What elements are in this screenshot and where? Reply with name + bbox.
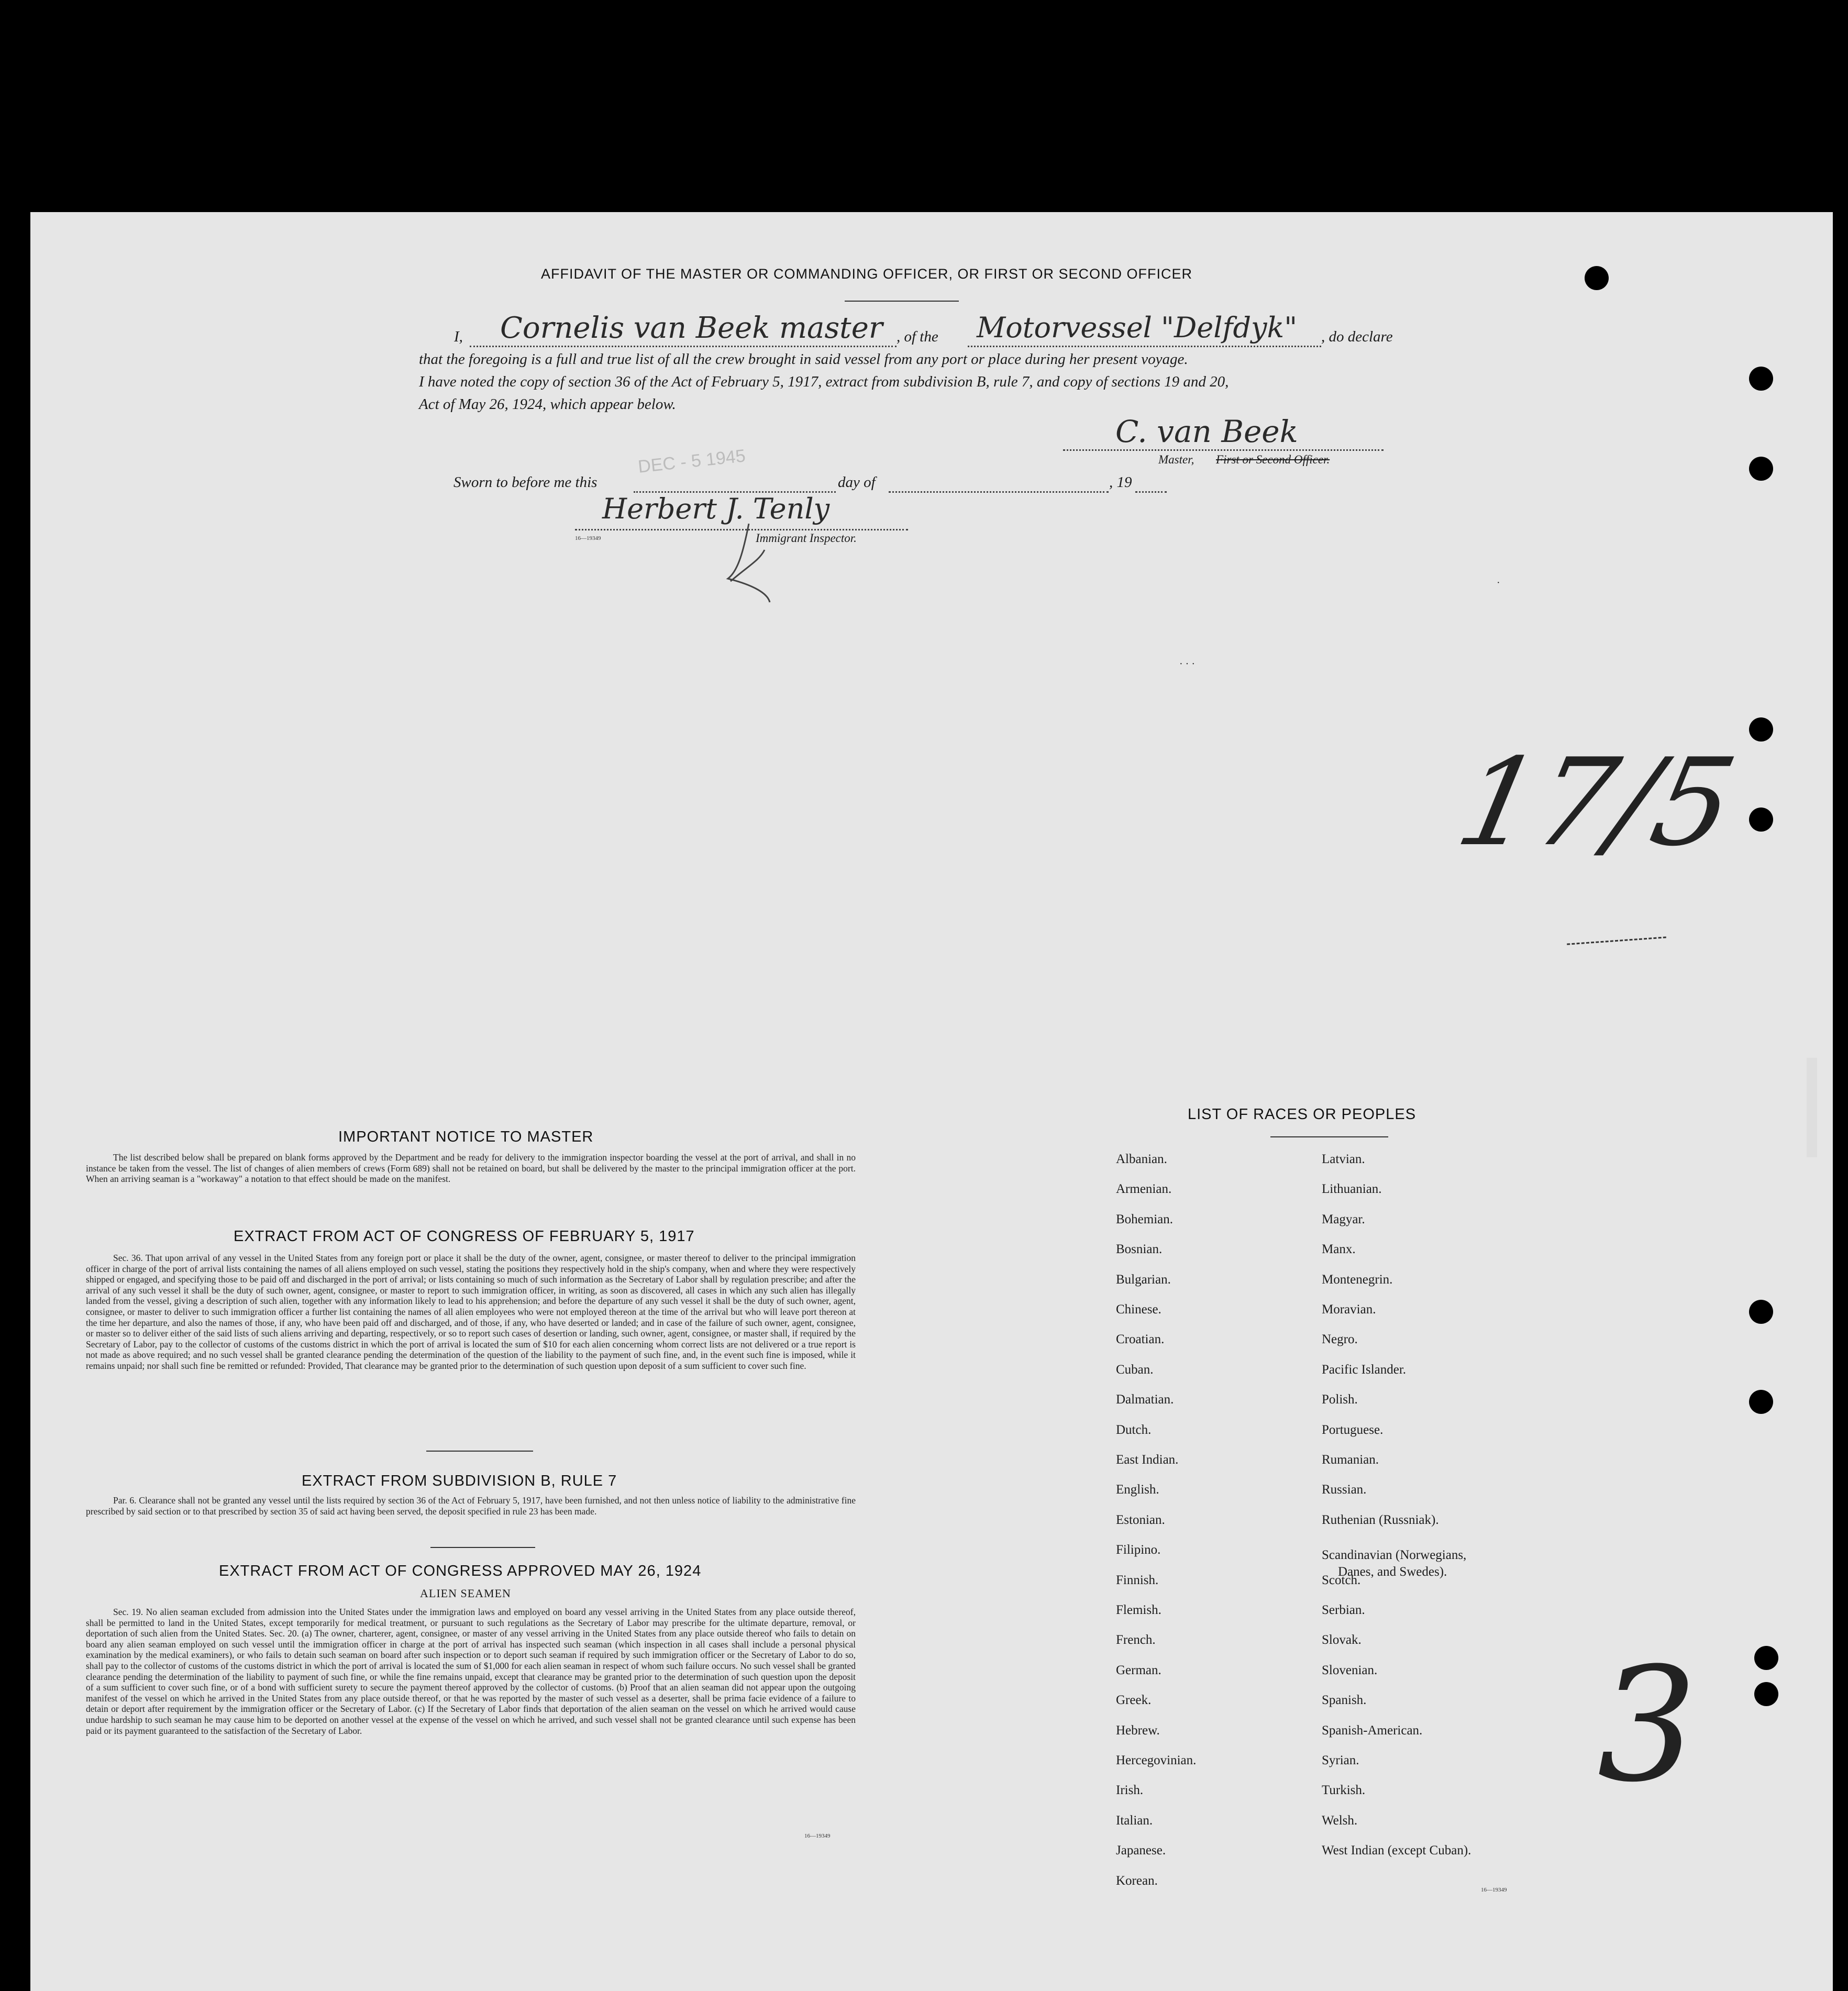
race-item: German. <box>1116 1663 1161 1677</box>
punch-hole <box>1754 1682 1778 1706</box>
race-item: Welsh. <box>1322 1813 1358 1828</box>
punch-hole <box>1749 717 1773 742</box>
race-item: Slovenian. <box>1322 1663 1378 1677</box>
divider <box>1270 1136 1388 1137</box>
punch-hole <box>1749 367 1773 391</box>
divider <box>426 1451 533 1452</box>
subdivision-body <box>86 1495 856 1517</box>
form-number: 16—19349 <box>804 1833 831 1839</box>
punch-hole <box>1585 266 1609 290</box>
race-item: Serbian. <box>1322 1603 1365 1617</box>
race-item: Lithuanian. <box>1322 1182 1382 1197</box>
faint-edge-mark <box>1807 1058 1817 1157</box>
race-item: Rumanian. <box>1322 1453 1379 1467</box>
race-item: Montenegrin. <box>1322 1272 1393 1287</box>
master-name-line <box>470 346 897 347</box>
race-item: Chinese. <box>1116 1302 1161 1317</box>
race-item: Latvian. <box>1322 1152 1365 1166</box>
race-item: Bulgarian. <box>1116 1272 1171 1287</box>
race-item: East Indian. <box>1116 1453 1179 1467</box>
race-item: Negro. <box>1322 1332 1358 1347</box>
month-line <box>889 491 1109 493</box>
race-item: Syrian. <box>1322 1753 1359 1767</box>
race-item: Hercegovinian. <box>1116 1753 1197 1767</box>
inspector-label: Immigrant Inspector. <box>756 532 857 545</box>
alien-seamen-subtitle: ALIEN SEAMEN <box>420 1587 511 1600</box>
affidavit-line-3: I have noted the copy of section 36 of the Act of February 5, 1917, extract from subdivision B, rule 7, and copy of sections 19 and 20, <box>419 373 1229 390</box>
race-item: West Indian (except Cuban). <box>1322 1843 1471 1858</box>
affidavit-line-4: Act of May 26, 1924, which appear below. <box>419 396 676 413</box>
subdivision-text: Par. 6. Clearance shall not be granted any vessel until the lists required by section 36 of the Act of February 5, 1917, have been furnished, and not then unless notice of liability to the administrative fine prescribed by said section or to that prescribed by section 35 of said act having been served, the deposit specified in rule 23 has been made. <box>86 1495 856 1517</box>
affidavit-i-label: I, <box>454 328 463 345</box>
do-declare-label: , do declare <box>1321 328 1393 345</box>
day-of-label: day of <box>838 474 876 491</box>
form-number: 16—19349 <box>1481 1887 1507 1893</box>
inspector-line <box>575 529 908 530</box>
vessel-line <box>968 346 1321 347</box>
race-item: Greek. <box>1116 1693 1152 1708</box>
race-item: Japanese. <box>1116 1843 1166 1858</box>
race-item: Irish. <box>1116 1783 1144 1798</box>
race-item: Magyar. <box>1322 1212 1365 1226</box>
first-second-officer-struck: First or Second Officer. <box>1216 453 1330 466</box>
divider <box>430 1547 535 1548</box>
inspector-signature: Herbert J. Tenly <box>602 492 830 525</box>
divider <box>845 301 959 302</box>
notice-title: IMPORTANT NOTICE TO MASTER <box>338 1129 594 1145</box>
race-item: Slovak. <box>1322 1633 1362 1647</box>
form-number: 16—19349 <box>575 535 601 541</box>
race-item: Hebrew. <box>1116 1723 1160 1738</box>
received-date-stamp: DEC - 5 1945 <box>637 446 747 477</box>
signature-line <box>1063 449 1384 451</box>
race-item: Ruthenian (Russniak). <box>1322 1512 1439 1527</box>
race-item: Finnish. <box>1116 1573 1159 1587</box>
race-item: Filipino. <box>1116 1543 1161 1557</box>
race-item: Cuban. <box>1116 1362 1154 1377</box>
race-item: Bosnian. <box>1116 1242 1163 1257</box>
affidavit-line-2: that the foregoing is a full and true list of all the crew brought in said vessel from any port or place during her present voyage. <box>419 351 1188 368</box>
race-item: Turkish. <box>1322 1783 1366 1798</box>
punch-hole <box>1749 808 1773 832</box>
extract-1917-title: EXTRACT FROM ACT OF CONGRESS OF FEBRUARY 5, 1917 <box>234 1228 695 1245</box>
notice-body <box>86 1152 856 1185</box>
vessel-name-handwriting: Motorvessel "Delfdyk" <box>977 311 1298 344</box>
race-item: Polish. <box>1322 1392 1358 1407</box>
race-item: French. <box>1116 1633 1156 1647</box>
extract-1924-body <box>86 1607 856 1736</box>
race-item: Danes, and Swedes). <box>1338 1565 1447 1579</box>
race-item: Manx. <box>1322 1242 1356 1257</box>
race-item: Spanish. <box>1322 1693 1367 1708</box>
extract-1917-body <box>86 1253 856 1371</box>
race-item: Albanian. <box>1116 1152 1167 1166</box>
handwritten-count: 17/5 <box>1446 733 1746 873</box>
sworn-label: Sworn to before me this <box>453 474 597 491</box>
year-line <box>1135 491 1167 493</box>
race-item: Scandinavian (Norwegians, <box>1322 1548 1467 1563</box>
master-signature: C. van Beek <box>1115 414 1298 449</box>
punch-hole <box>1749 1300 1773 1324</box>
race-item: Estonian. <box>1116 1512 1165 1527</box>
race-item: Dutch. <box>1116 1422 1152 1437</box>
race-item: Italian. <box>1116 1813 1153 1828</box>
master-name-handwriting: Cornelis van Beek master <box>500 311 883 345</box>
race-item: Portuguese. <box>1322 1422 1384 1437</box>
race-item: Armenian. <box>1116 1182 1172 1197</box>
race-item: Scotch. <box>1322 1573 1361 1587</box>
race-item: Korean. <box>1116 1873 1158 1888</box>
dot-artifact: · · · <box>1179 658 1195 670</box>
race-item: Croatian. <box>1116 1332 1165 1347</box>
handwritten-page-number: 3 <box>1597 1634 1697 1817</box>
extract-1924-text: Sec. 19. No alien seaman excluded from admission into the United States under the immigration laws and employed on board any vessel arriving in the United States from any place outside thereof, shall be permitted to land in the United States, except temporarily for medical treatment, or pursuant to such regulations as the Secretary of Labor may prescribe for the ultimate departure, removal, or deportation of such alien from the United States. Sec. 20. (a) The owner, charterer, agent, consignee, or master of any vessel arriving in the United States from any place outside thereof who fails to detain on board any alien seaman employed on such vessel until the immigration officer in charge at the port of arrival has inspected such seaman (which inspection in all cases shall include a personal physical examination by the medical examiners), or who fails to detain such seaman on board after such inspection or to deport such seaman if required by such immigration officer or the Secretary of Labor to do so, shall pay to the collector of customs of the customs district in which the port of arrival is located the sum of $1,000 for each alien seaman in respect of whom such failure occurs. No such vessel shall be granted clearance pending the determination of the liability to payment of such fine, or while the fine remains unpaid, except that clearance may be granted prior to the determination of such question upon the deposit of a sum sufficient to cover such fine, or of a bond with sufficient surety to secure the payment thereof approved by the collector of customs. (b) Proof that an alien seaman did not appear upon the outgoing manifest of the vessel on which he arrived in the United States from any place outside thereof, or that he was reported by the master of such vessel as a deserter, shall be prima facie evidence of a failure to detain or deport after requirement by the immigration officer or the Secretary of Labor. (c) If the Secretary of Labor finds that deportation of the alien seaman on the vessel on which he arrived would cause undue hardship to such seaman he may cause him to be deported on another vessel at the expense of the vessel on which he arrived, and such vessel shall not be granted clearance until such expense has been paid or its payment guaranteed to the satisfaction of the Secretary of Labor. <box>86 1607 856 1736</box>
dot-artifact: · <box>1497 577 1500 589</box>
master-label: Master, <box>1158 453 1194 466</box>
punch-hole <box>1749 1390 1773 1414</box>
race-item: Flemish. <box>1116 1603 1161 1617</box>
notice-body-text: The list described below shall be prepared on blank forms approved by the Department and be ready for delivery to the immigration inspector boarding the vessel at the port of arrival, and shall in no instance be taken from the vessel. The list of changes of alien members of crews (Form 689) shall not be retained on board, but shall be delivered by the master to the principal immigration officer at the port. When an arriving seaman is a "workaway" a notation to that effect should be made on the manifest. <box>86 1152 856 1185</box>
race-item: Moravian. <box>1322 1302 1376 1317</box>
race-item: Spanish-American. <box>1322 1723 1423 1738</box>
extract-1917-text: Sec. 36. That upon arrival of any vessel in the United States from any foreign port or place it shall be the duty of the owner, agent, consignee, or master thereof to deliver to the principal immigration officer in charge of the port of arrival lists containing the names of all aliens employed on such vessel, stating the positions they respectively hold in the ship's company, when and where they were respectively shipped or engaged, and specifying those to be paid off and discharged in the port of arrival; or lists containing so much of such information as the Secretary of Labor shall by regulation prescribe; and after the arrival of any such vessel it shall be the duty of such owner, agent, consignee, or master to report to such immigration officer, in writing, as soon as discovered, all cases in which any such alien has illegally landed from the vessel, giving a description of such alien, together with any information likely to lead to his apprehension; and before the departure of any such vessel it shall be the duty of such owner, agent, consignee, or master to deliver to such immigration officer a further list containing the names of all alien employees who were not employed thereon at the time of the arrival but who will leave port thereon at the time her departure, and also the names of those, if any, who have been paid off and discharged, and of those, if any, who have deserted or landed; and in case of the failure of such owner, agent, consignee, or master so to deliver either of the said lists of such aliens arriving and departing, respectively, or so to report such cases of desertion or landing, such owner, agent, consignee, or master shall, if required by the Secretary of Labor, pay to the collector of customs of the customs district in which the port of arrival is located the sum of $10 for each alien concerning whom correct lists are not delivered or a true report is not made as above required; and no such vessel shall be granted clearance pending the determination of the question of the liability to the payment of such fine, and, in the event such fine is imposed, while it remains unpaid; nor shall such fine be remitted or refunded: Provided, That clearance may be granted prior to the determination of such question upon deposit of a sum sufficient to cover such fine. <box>86 1253 856 1371</box>
punch-hole <box>1749 457 1773 481</box>
races-title: LIST OF RACES OR PEOPLES <box>1188 1106 1417 1123</box>
race-item: Dalmatian. <box>1116 1392 1174 1407</box>
year-label: , 19 <box>1109 474 1132 491</box>
extract-1924-title: EXTRACT FROM ACT OF CONGRESS APPROVED MAY 26, 1924 <box>219 1563 702 1579</box>
race-item: Pacific Islander. <box>1322 1362 1407 1377</box>
punch-hole <box>1754 1646 1778 1670</box>
race-item: Russian. <box>1322 1483 1367 1497</box>
affidavit-title: AFFIDAVIT OF THE MASTER OR COMMANDING OFFICER, OR FIRST OR SECOND OFFICER <box>541 266 1193 282</box>
of-the-label: , of the <box>897 328 938 345</box>
race-item: English. <box>1116 1483 1159 1497</box>
subdivision-title: EXTRACT FROM SUBDIVISION B, RULE 7 <box>302 1473 617 1489</box>
race-item: Bohemian. <box>1116 1212 1174 1226</box>
